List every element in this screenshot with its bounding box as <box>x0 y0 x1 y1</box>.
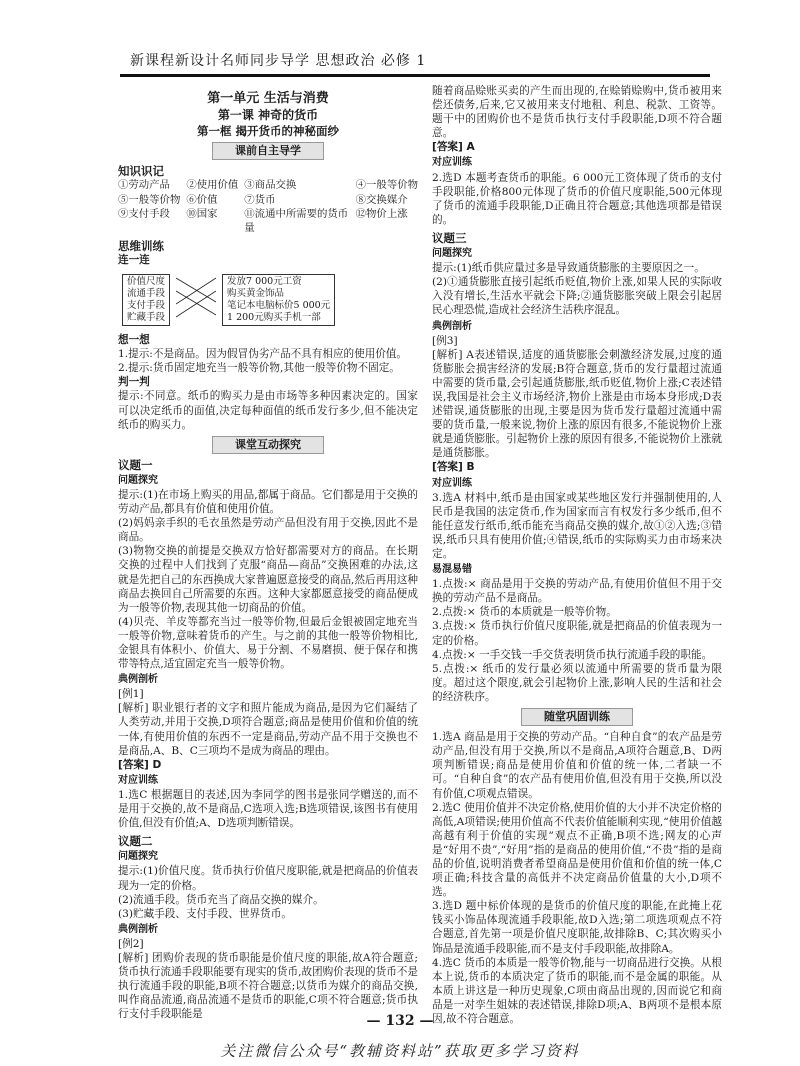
judge-title: 判一判 <box>118 376 150 389</box>
thinking-title: 思维训练 <box>118 238 164 253</box>
kn-item: ⑪流通中所需要的货币量 <box>244 207 349 234</box>
kn-item: ⑩国家 <box>186 207 218 220</box>
paragraph: 2.点拨:× 货币的本质就是一般等价物。 <box>432 606 617 619</box>
think-answer: 2.提示:货币固定地充当一般等价物,其他一般等价物不固定。 <box>118 362 400 375</box>
kn-item: ⑥价值 <box>186 193 218 206</box>
answer-line: [答案] D <box>118 758 162 771</box>
match-right-item: 1 200元购买手机一部 <box>227 312 321 324</box>
paragraph: 3.点拨:× 货币执行价值尺度职能,就是把商品的价值表现为一定的价格。 <box>432 620 722 647</box>
banner-preview: 课前自主导学 <box>212 142 324 160</box>
topic-2-title: 议题二 <box>118 834 153 849</box>
paragraph: 3.选D 题中标价体现的是货币的价值尺度的职能,在此掩上花钱买小饰品体现流通手段职能,故D入选;第二项选项观点不符合题意,首先第一项是价值尺度职能,故排除B、C;其次购买小饰品是流通手段职能,而不是支付手段职能,故排除A。 <box>432 900 722 955</box>
paragraph: (2)①通货膨胀直接引起纸币贬值,物价上涨,如果人民的实际收入没有增长,生活水平就会下降;②通货膨胀突破上限会引起居民心理恐慌,造成社会经济生活秩序混乱。 <box>432 276 722 317</box>
section-tag: 易混易错 <box>432 564 472 576</box>
knowledge-title: 知识识记 <box>118 164 164 179</box>
match-left-item: 贮藏手段 <box>127 312 166 324</box>
paragraph: 5.点拨:× 纸币的发行量必须以流通中所需要的货币量为限度。超过这个限度,就会引起物价上涨,影响人民的生活和社会的经济秩序。 <box>432 662 722 703</box>
topic-1-title: 议题一 <box>118 457 153 472</box>
paragraph: (2)流通手段。货币充当了商品交换的媒介。 <box>118 893 324 906</box>
paragraph: (2)妈妈亲手织的毛衣虽然是劳动产品但没有用于交换,因此不是商品。 <box>118 517 418 544</box>
match-right-item: 购买黄金饰品 <box>227 288 285 300</box>
paragraph: 4.点拨:× 一手交钱一手交货表明货币执行流通手段的职能。 <box>432 648 713 661</box>
paragraph: [解析] A表述错误,适度的通货膨胀会刺激经济发展,过度的通货膨胀会损害经济的发展;B符合题意,货币的发行量超过流通中需要的货币量,会引起通货膨胀,纸币贬值,物价上涨;C表述错误,我国是社会主义市场经济,物价上涨是由市场本身形成;D表述错误,通货膨胀的出现,主要是因为货币发行量超过流通中需要的货币量,一般来说,物价上涨的原因有很多,不能说物价上涨就是通货膨胀。引起物价上涨的原因有很多,不能说物价上涨就是通货膨胀。 <box>432 348 722 460</box>
section-tag: 对应训练 <box>432 157 472 169</box>
header-rule <box>120 74 710 77</box>
example-label: [例2] <box>118 937 144 950</box>
right-column <box>432 84 722 1026</box>
paragraph: 4.选C 货币的本质是一般等价物,能与一切商品进行交换。从根本上说,货币的本质决定了货币的职能,而不是金属的职能。从本质上讲这是一种历史现象,C项由商品出现的,因而说它和商品是一对孪生姐妹的表述错误,排除D项;A、B两项不是根本原因,故不符合题意。 <box>432 956 722 1025</box>
answer-line: [答案] A <box>432 141 475 154</box>
paragraph: 提示:(1)价值尺度。货币执行价值尺度职能,就是把商品的价值表现为一定的价格。 <box>118 865 418 892</box>
example-label: [例1] <box>118 688 144 701</box>
unit-title: 第一单元 生活与消费 <box>207 91 329 106</box>
paragraph: 2.选C 使用价值并不决定价格,使用价值的大小并不决定价格的高低,A项错误;使用价值高不代表价值能顺利实现,“使用价值越高越有利于价值的实现”观点不正确,B项不选;网友的心声是“好用不贵”,“好用”指的是商品的使用价值,“不贵”指的是商品的价值,说明消费者希望商品是使用价值和价值的统一体,C项正确;科技含量的高低并不决定商品价值量的大小,D项不选。 <box>432 801 722 899</box>
kn-item: ⑫物价上涨 <box>355 207 408 220</box>
kn-item: ②使用价值 <box>186 179 239 192</box>
footer-note: 关注微信公众号“教辅资料站”获取更多学习资料 <box>220 1042 580 1060</box>
match-left-item: 支付手段 <box>127 300 166 312</box>
kn-item: ⑤一般等价物 <box>118 193 181 206</box>
paragraph: (3)物物交换的前提是交换双方恰好都需要对方的商品。在长期交换的过程中人们找到了克服“商品—商品”交换困难的办法,这就是先把自己的东西换成大家普遍愿意接受的商品,然后再用这种商品去换回自己所需要的东西。这种大家都愿意接受的商品便成为一般等价物,表现其他一切商品的价值。 <box>118 545 418 614</box>
match-right-item: 发放7 000元工资 <box>227 276 302 288</box>
section-tag: 典例剖析 <box>432 320 472 332</box>
match-left-item: 流通手段 <box>127 288 166 300</box>
lesson-title: 第一课 神奇的货币 <box>217 108 319 123</box>
kn-item: ⑧交换媒介 <box>355 193 408 206</box>
paragraph: 1.点拨:× 商品是用于交换的劳动产品,有使用价值但不用于交换的劳动产品不是商品。 <box>432 578 722 605</box>
paragraph: [解析] 团购价表现的货币职能是价值尺度的职能,故A符合题意;货币执行流通手段职能要有现实的货币,故团购价表现的货币不是执行流通手段的职能,B项不符合题意;以货币为媒介的商品交换,叫作商品流通,商品流通不是货币的职能,C项不符合题意;货币执行支付手段职能是 <box>118 951 418 1021</box>
link-title: 连一连 <box>118 253 150 266</box>
judge-answer: 提示:不同意。纸币的购买力是由市场等多种因素决定的。国家可以决定纸币的面值,决定每种面值的纸币发行多少,但不能决定纸币的购买力。 <box>118 390 418 431</box>
paragraph: [解析] 职业银行者的文字和照片能成为商品,是因为它们凝结了人类劳动,并用于交换,D项符合题意;商品是使用价值和价值的统一体,有使用价值的东西不一定是商品,劳动产品不用于交换也不是商品,A、B、C三项均不是成为商品的理由。 <box>118 702 418 757</box>
paragraph: 提示:(1)纸币供应量过多是导致通货膨胀的主要原因之一。 <box>432 262 705 275</box>
running-header: 新课程新设计名师同步导学 思想政治 必修 1 <box>130 53 427 69</box>
paragraph: (4)贝壳、羊皮等都充当过一般等价物,但最后金银被固定地充当一般等价物,意味着货币的产生。与之前的其他一般等价物相比,金银具有体积小、价值大、易于分割、不易磨损、便于保存和携带等特点,适宜固定充当一般等价物。 <box>118 615 418 671</box>
match-left-box <box>122 274 170 326</box>
paragraph: 提示:(1)在市场上购买的用品,都属于商品。它们都是用于交换的劳动产品,都具有价值和使用价值。 <box>118 488 418 516</box>
kn-item: ④一般等价物 <box>355 179 418 192</box>
section-tag: 对应训练 <box>118 774 158 786</box>
knowledge-grid <box>118 178 418 234</box>
think-title: 想一想 <box>118 334 150 347</box>
answer-line: [答案] B <box>432 461 475 474</box>
banner-classroom: 课堂互动探究 <box>212 436 324 454</box>
section-tag: 问题探究 <box>118 474 158 486</box>
frame-title: 第一框 揭开货币的神秘面纱 <box>196 124 339 139</box>
section-tag: 典例剖析 <box>118 923 158 935</box>
match-right-item: 笔记本电脑标价5 000元 <box>227 300 331 312</box>
paragraph: 1.选A 商品是用于交换的劳动产品。“自种自食”的农产品是劳动产品,但没有用于交换,所以不是商品,A项符合题意,B、D两项判断错误;商品是使用价值和价值的统一体,二者缺一不可。“自种自食”的农产品有使用价值,但没有用于交换,所以没有价值,C项观点错误。 <box>432 731 722 800</box>
paragraph: 1.选C 根据题目的表述,因为李同学的图书是张同学赠送的,而不是用于交换的,故不是商品,C选项入选;B选项错误,该图书有使用价值,但没有价值;A、D选项判断错误。 <box>118 788 418 830</box>
kn-item: ⑦货币 <box>244 193 276 206</box>
page-number: — 132 — <box>366 1013 434 1029</box>
section-tag: 问题探究 <box>432 248 472 260</box>
match-left-item: 价值尺度 <box>127 276 166 288</box>
paragraph: (3)贮藏手段、支付手段、世界货币。 <box>118 907 292 920</box>
kn-item: ①劳动产品 <box>118 179 170 192</box>
think-answer: 1.提示:不是商品。因为假冒伪劣产品不具有相应的使用价值。 <box>118 348 408 361</box>
banner-practice: 随堂巩固训练 <box>521 708 633 726</box>
kn-item: ⑨支付手段 <box>118 207 170 220</box>
match-right-box <box>222 274 335 326</box>
section-tag: 问题探究 <box>118 851 158 863</box>
matching-lines <box>176 271 216 329</box>
paragraph: 随着商品赊账买卖的产生而出现的,在赊销赊购中,货币被用来偿还债务,后来,它又被用来支付地租、利息、税款、工资等。题干中的团购价也不是货币执行支付手段职能,D项不符合题意。 <box>432 85 722 140</box>
section-tag: 对应训练 <box>432 477 472 489</box>
matching-diagram <box>122 271 418 329</box>
paragraph: 3.选A 材料中,纸币是由国家或某些地区发行并强制使用的,人民币是我国的法定货币,作为国家而言有权发行多少纸币,但不能任意发行纸币,纸币能充当商品交换的媒介,故①②入选;③错误,纸币只具有使用价值;④错误,纸币的实际购买力由市场来决定。 <box>432 491 722 560</box>
topic-3-title: 议题三 <box>432 230 467 245</box>
paragraph: 2.选D 本题考查货币的职能。6 000元工资体现了货币的支付手段职能,价格800元体现了货币的价值尺度职能,500元体现了货币的流通手段职能,D正确且符合题意;其他选项都是错误的。 <box>432 171 722 226</box>
example-label: [例3] <box>432 334 458 347</box>
kn-item: ③商品交换 <box>244 179 297 192</box>
left-column <box>118 84 418 1021</box>
section-tag: 典例剖析 <box>118 674 158 686</box>
